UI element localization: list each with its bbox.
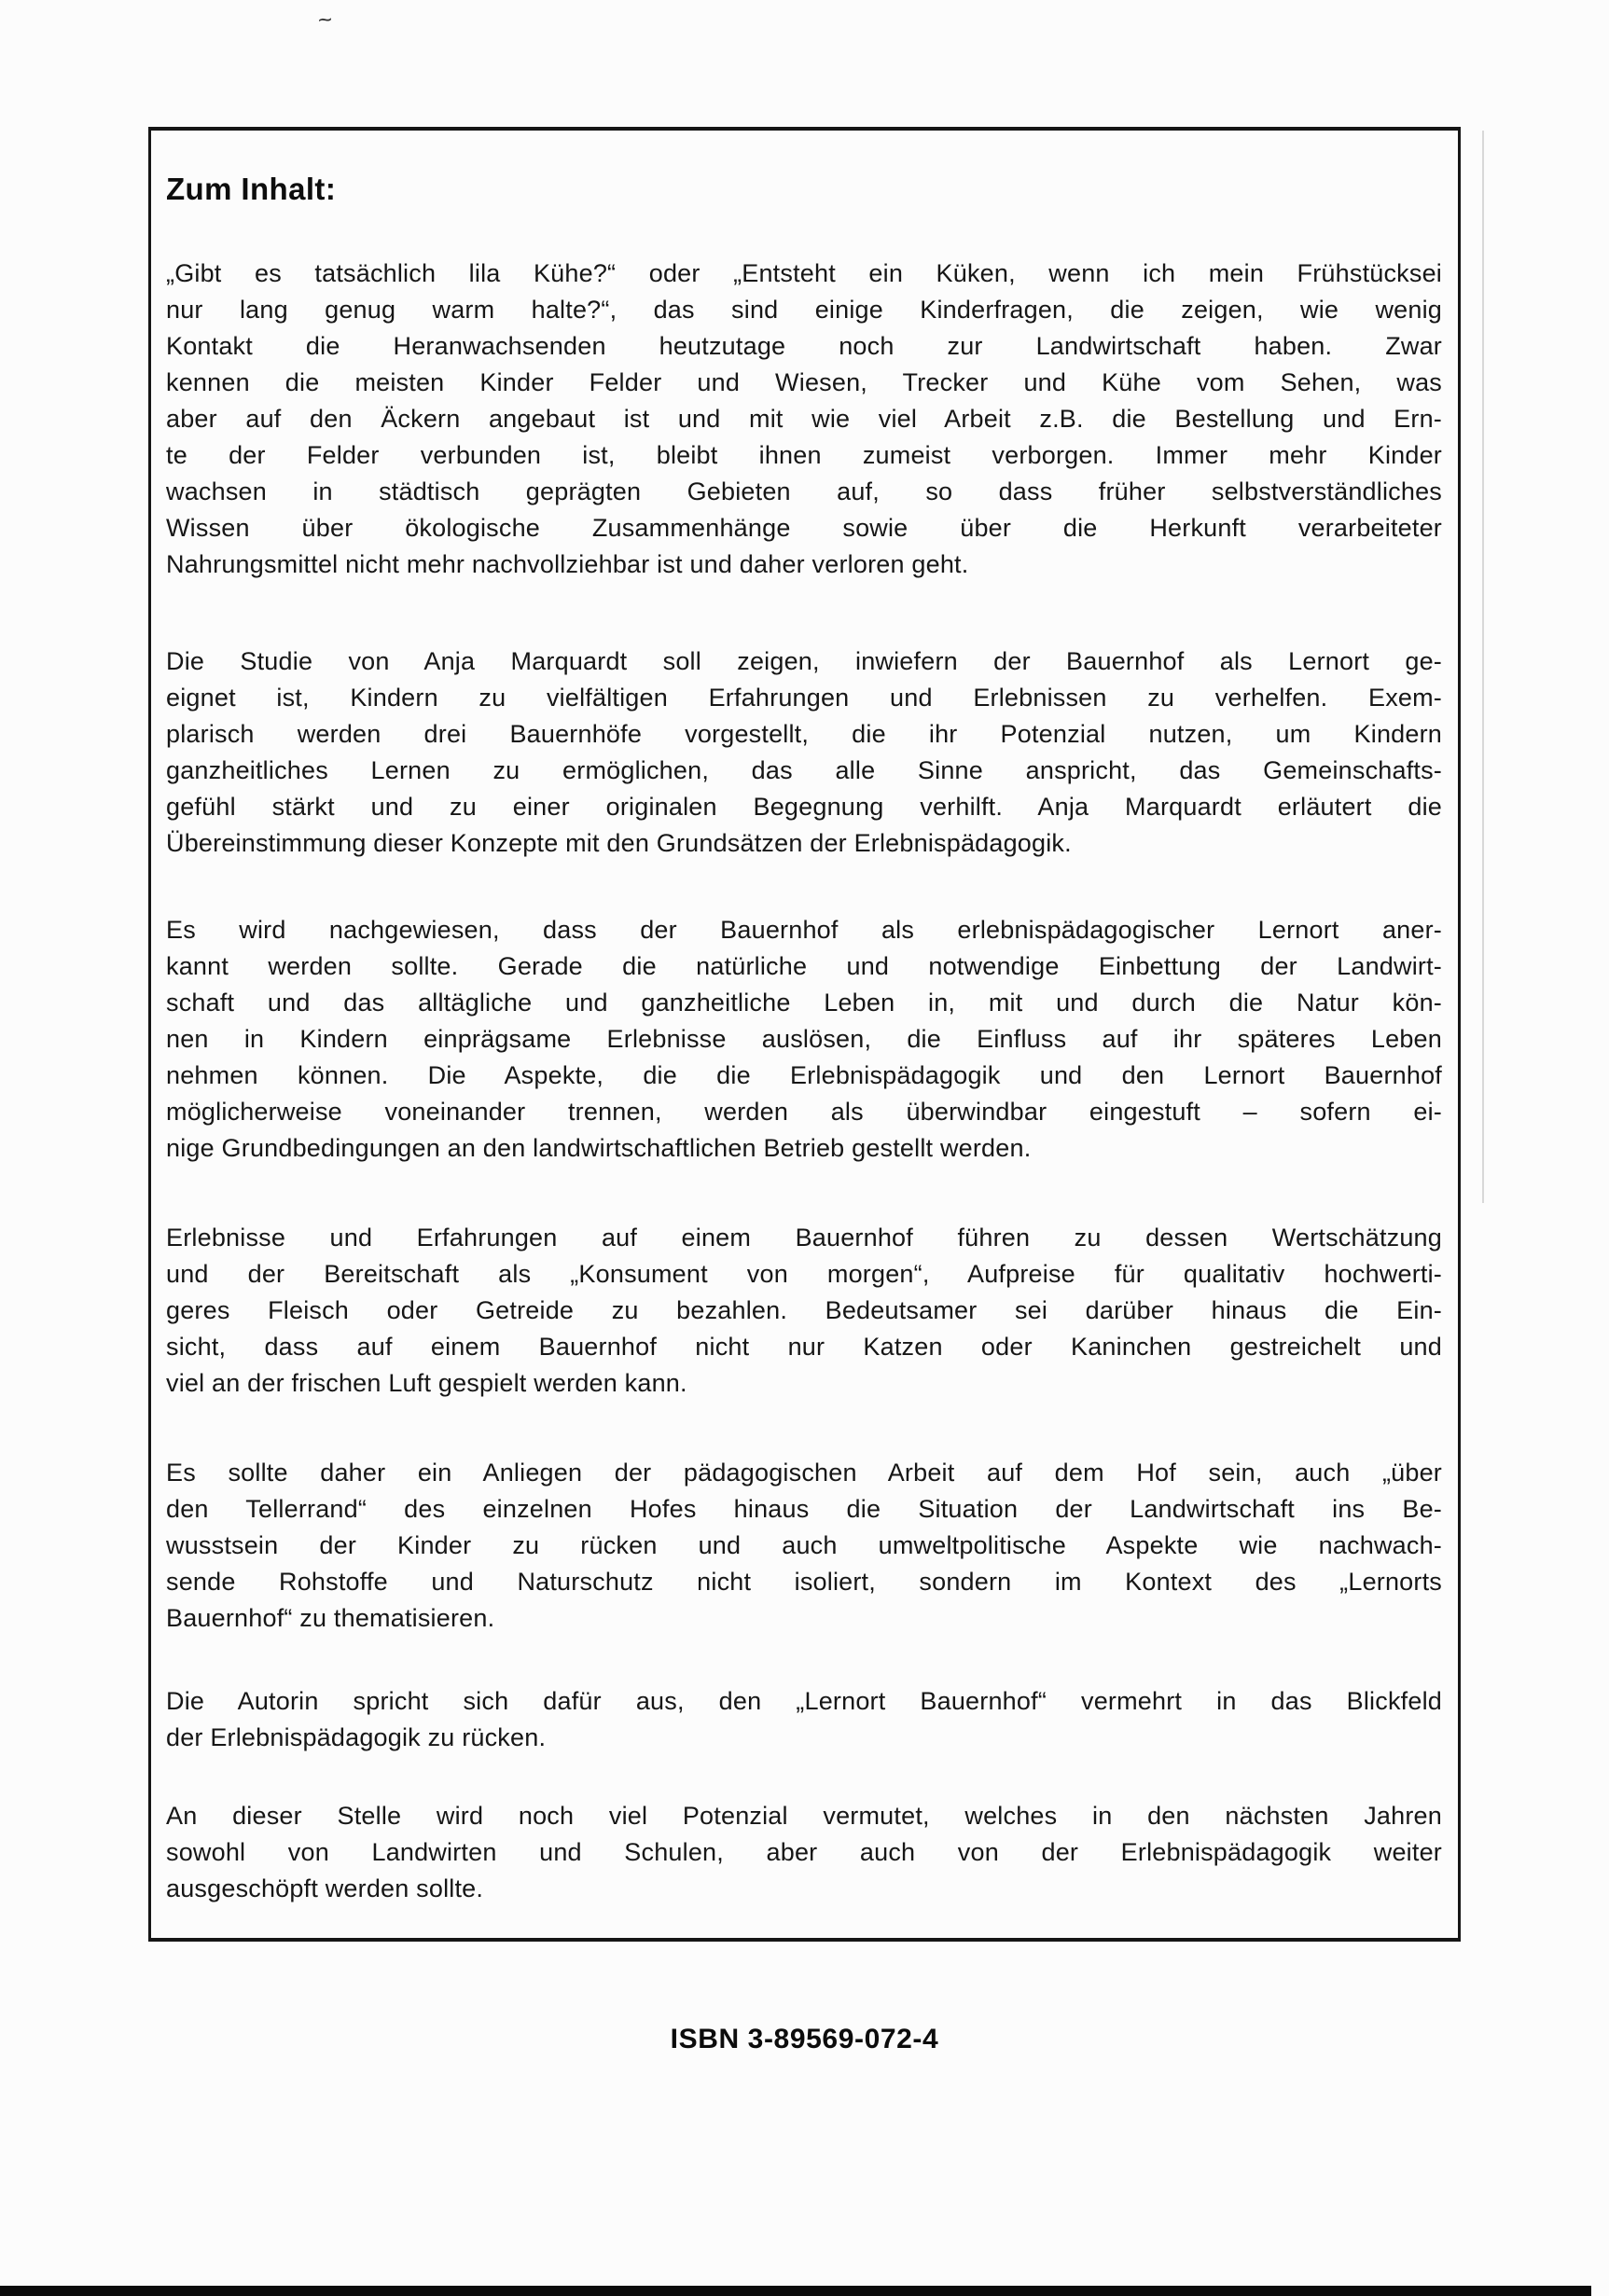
text-line: Wissen über ökologische Zusammenhänge sowie über die Herkunft verarbeiteter (166, 514, 1442, 542)
text-line: geres Fleisch oder Getreide zu bezahlen. Bedeutsamer sei darüber hinaus die Ein- (166, 1296, 1442, 1324)
text-line: den Tellerrand“ des einzelnen Hofes hinaus die Situation der Landwirtschaft ins Be- (166, 1495, 1442, 1523)
paragraph (166, 1683, 1442, 1756)
text-line: Nahrungsmittel nicht mehr nachvollziehbar ist und daher verloren geht. (166, 550, 969, 578)
text-line: wusstsein der Kinder zu rücken und auch umweltpolitische Aspekte wie nachwach- (166, 1531, 1442, 1559)
text-line: Die Autorin spricht sich dafür aus, den „Lernort Bauernhof“ vermehrt in das Blickfeld (166, 1687, 1442, 1715)
text-line: nen in Kindern einprägsame Erlebnisse auslösen, die Einfluss auf ihr späteres Leben (166, 1025, 1442, 1053)
paragraph (166, 1455, 1442, 1637)
text-line: schaft und das alltägliche und ganzheitliche Leben in, mit und durch die Natur kön- (166, 989, 1442, 1017)
text-line: Bauernhof“ zu thematisieren. (166, 1604, 495, 1632)
text-line: Kontakt die Heranwachsenden heutzutage noch zur Landwirtschaft haben. Zwar (166, 332, 1442, 360)
text-line: möglicherweise voneinander trennen, werden als überwindbar eingestuft – sofern ei- (166, 1098, 1442, 1126)
text-line: wachsen in städtisch geprägten Gebieten auf, so dass früher selbstverständliches (166, 477, 1442, 505)
text-line: Übereinstimmung dieser Konzepte mit den Grundsätzen der Erlebnispädagogik. (166, 829, 1072, 857)
text-line: nige Grundbedingungen an den landwirtschaftlichen Betrieb gestellt werden. (166, 1134, 1032, 1162)
paragraph (166, 912, 1442, 1167)
scan-bottom-bar (0, 2286, 1591, 2296)
text-line: aber auf den Äckern angebaut ist und mit wie viel Arbeit z.B. die Bestellung und Ern- (166, 405, 1442, 433)
section-title: Zum Inhalt: (166, 172, 337, 206)
text-line: eignet ist, Kindern zu vielfältigen Erfahrungen und Erlebnissen zu verhelfen. Exem- (166, 684, 1442, 712)
text-line: sicht, dass auf einem Bauernhof nicht nur Katzen oder Kaninchen gestreichelt und (166, 1333, 1442, 1361)
text-line: nehmen können. Die Aspekte, die die Erlebnispädagogik und den Lernort Bauernhof (166, 1061, 1442, 1089)
text-line: kannt werden sollte. Gerade die natürliche und notwendige Einbettung der Landwirt- (166, 952, 1442, 980)
text-line: ganzheitliches Lernen zu ermöglichen, das alle Sinne anspricht, das Gemeinschafts- (166, 756, 1442, 784)
text-line: und der Bereitschaft als „Konsument von morgen“, Aufpreise für qualitativ hochwerti- (166, 1260, 1442, 1288)
text-line: der Erlebnispädagogik zu rücken. (166, 1723, 547, 1751)
text-line: Erlebnisse und Erfahrungen auf einem Bauernhof führen zu dessen Wertschätzung (166, 1224, 1442, 1252)
content-box (148, 127, 1461, 1942)
scan-squiggle-mark: ~ (316, 5, 332, 35)
text-line: ausgeschöpft werden sollte. (166, 1874, 484, 1902)
text-line: kennen die meisten Kinder Felder und Wiesen, Trecker und Kühe vom Sehen, was (166, 368, 1442, 396)
text-line: Es wird nachgewiesen, dass der Bauernhof als erlebnispädagogischer Lernort aner- (166, 916, 1442, 944)
text-line: An dieser Stelle wird noch viel Potenzial vermutet, welches in den nächsten Jahren (166, 1802, 1442, 1830)
paragraph (166, 1220, 1442, 1402)
paragraph (166, 643, 1442, 862)
page-edge-line (1482, 131, 1484, 1203)
text-line: Es sollte daher ein Anliegen der pädagogischen Arbeit auf dem Hof sein, auch „über (166, 1459, 1442, 1487)
text-line: Die Studie von Anja Marquardt soll zeigen, inwiefern der Bauernhof als Lernort ge- (166, 647, 1442, 675)
text-line: te der Felder verbunden ist, bleibt ihnen zumeist verborgen. Immer mehr Kinder (166, 441, 1442, 469)
isbn-line: ISBN 3-89569-072-4 (670, 2024, 939, 2054)
text-line: plarisch werden drei Bauernhöfe vorgestellt, die ihr Potenzial nutzen, um Kindern (166, 720, 1442, 748)
text-line: „Gibt es tatsächlich lila Kühe?“ oder „Entsteht ein Küken, wenn ich mein Frühstücksei (166, 259, 1442, 287)
text-line: viel an der frischen Luft gespielt werden kann. (166, 1369, 687, 1397)
paragraph (166, 1798, 1442, 1907)
text-line: nur lang genug warm halte?“, das sind einige Kinderfragen, die zeigen, wie wenig (166, 296, 1442, 324)
paragraph (166, 256, 1442, 583)
text-line: gefühl stärkt und zu einer originalen Begegnung verhilft. Anja Marquardt erläutert die (166, 793, 1442, 821)
text-line: sowohl von Landwirten und Schulen, aber auch von der Erlebnispädagogik weiter (166, 1838, 1442, 1866)
text-line: sende Rohstoffe und Naturschutz nicht isoliert, sondern im Kontext des „Lernorts (166, 1568, 1442, 1596)
